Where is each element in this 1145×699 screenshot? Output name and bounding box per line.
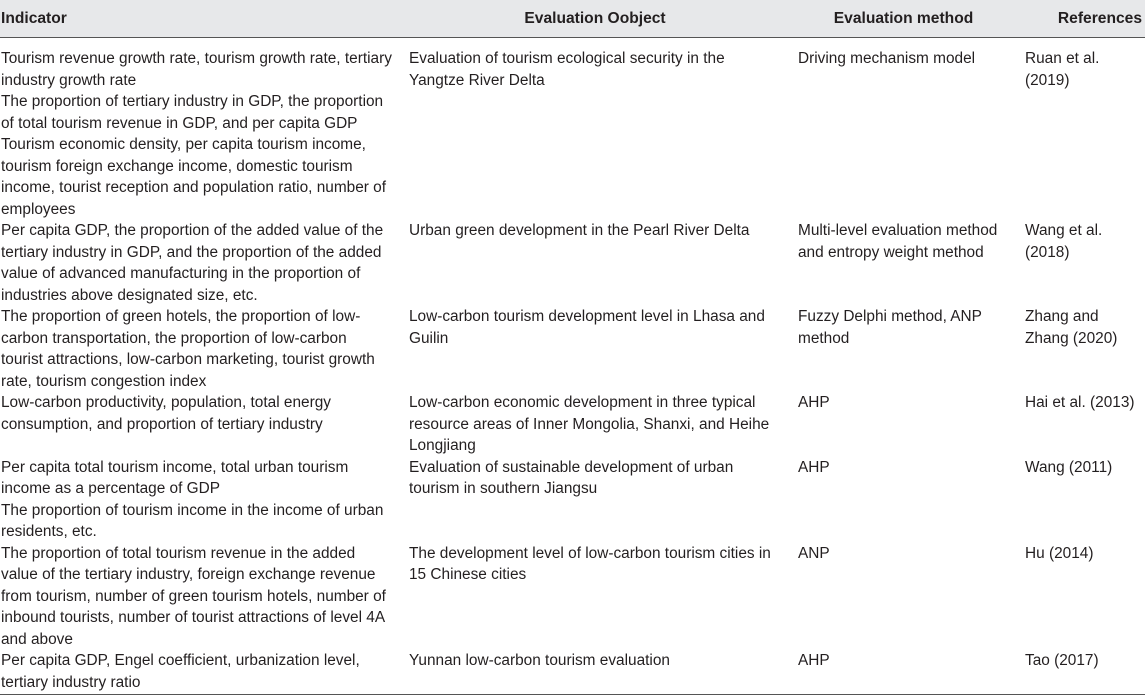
table-row [0, 650, 1145, 699]
reference-cell: Zhang and Zhang (2020) [1025, 308, 1118, 347]
header-row [0, 0, 1145, 38]
reference-cell: Wang et al. (2018) [1025, 222, 1103, 261]
indicator-text: Low-carbon productivity, population, total energy consumption, and proportion of tertiary industry [1, 394, 331, 433]
header-indicator: Indicator [0, 0, 400, 38]
evaluation-method-cell: Fuzzy Delphi method, ANP method [798, 308, 982, 347]
indicator-text: Tourism economic density, per capita tourism income, tourism foreign exchange income, domestic tourism income, tourist reception and population ratio, number of employees [1, 136, 386, 218]
evaluation-object-cell: Evaluation of sustainable development of urban tourism in southern Jiangsu [409, 458, 734, 497]
table-bottom-rule [0, 694, 1145, 695]
indicator-text: The proportion of green hotels, the proportion of low-carbon transportation, the proportion of low-carbon tourist attractions, low-carbon marketing, tourist growth rate, tourism congestion index [1, 308, 375, 390]
indicator-text: Per capita total tourism income, total urban tourism income as a percentage of GDP [1, 458, 349, 497]
table-row [0, 392, 1145, 457]
indicator-cell [0, 306, 400, 392]
indicator-cell [0, 650, 400, 699]
indicator-cell [0, 220, 400, 306]
evaluation-method-cell: AHP [798, 394, 830, 411]
reference-cell: Hai et al. (2013) [1025, 394, 1135, 411]
header-evaluation-method: Evaluation method [790, 0, 1017, 38]
reference-cell: Wang (2011) [1025, 458, 1113, 476]
reference-cell: Tao (2017) [1025, 652, 1099, 669]
indicator-text: Per capita GDP, Engel coefficient, urbanization level, tertiary industry ratio [1, 652, 360, 691]
table-row [0, 38, 1145, 221]
table-row [0, 306, 1145, 392]
table-row [0, 457, 1145, 543]
indicator-cell [0, 392, 400, 457]
table-header [0, 0, 1145, 38]
indicator-text: The proportion of tertiary industry in GDP, the proportion of total tourism revenue in GDP, and per capita GDP [1, 93, 384, 132]
evaluation-object-cell: Low-carbon tourism development level in Lhasa and Guilin [409, 308, 765, 347]
evaluation-method-cell: Multi-level evaluation method and entropy weight method [798, 222, 998, 261]
evaluation-method-cell: AHP [798, 652, 830, 669]
indicator-text: The proportion of tourism income in the income of urban residents, etc. [1, 501, 384, 540]
table-row [0, 220, 1145, 306]
reference-cell: Hu (2014) [1025, 544, 1094, 562]
indicator-text: Tourism revenue growth rate, tourism growth rate, tertiary industry growth rate [1, 50, 392, 89]
evaluation-object-cell: Evaluation of tourism ecological security in the Yangtze River Delta [409, 50, 725, 89]
evaluation-method-cell: ANP [798, 544, 830, 562]
table-row [0, 543, 1145, 651]
table-body [0, 38, 1145, 699]
indicator-text: The proportion of total tourism revenue in the added value of the tertiary industry, foreign exchange revenue from tourism, number of green tourism hotels, number of inbound tourists, number of tourist attractions of level 4A and above [1, 544, 386, 648]
header-references: References [1017, 0, 1145, 38]
indicator-cell [0, 543, 400, 651]
indicator-cell [0, 38, 400, 221]
evaluation-object-cell: Low-carbon economic development in three typical resource areas of Inner Mongolia, Shanxi, and Heihe Longjiang [409, 394, 770, 454]
evaluation-object-cell: Urban green development in the Pearl River Delta [409, 222, 750, 239]
reference-cell: Ruan et al. (2019) [1025, 50, 1100, 89]
header-evaluation-object: Evaluation Oobject [400, 0, 790, 38]
evaluation-object-cell: The development level of low-carbon tourism cities in 15 Chinese cities [409, 544, 771, 583]
indicator-cell [0, 457, 400, 543]
indicator-text: Per capita GDP, the proportion of the added value of the tertiary industry in GDP, and the proportion of the added value of advanced manufacturing in the proportion of industries above designated size, etc. [1, 222, 384, 304]
evaluation-method-cell: AHP [798, 458, 830, 476]
evaluation-object-cell: Yunnan low-carbon tourism evaluation [409, 652, 670, 669]
evaluation-method-cell: Driving mechanism model [798, 50, 976, 67]
